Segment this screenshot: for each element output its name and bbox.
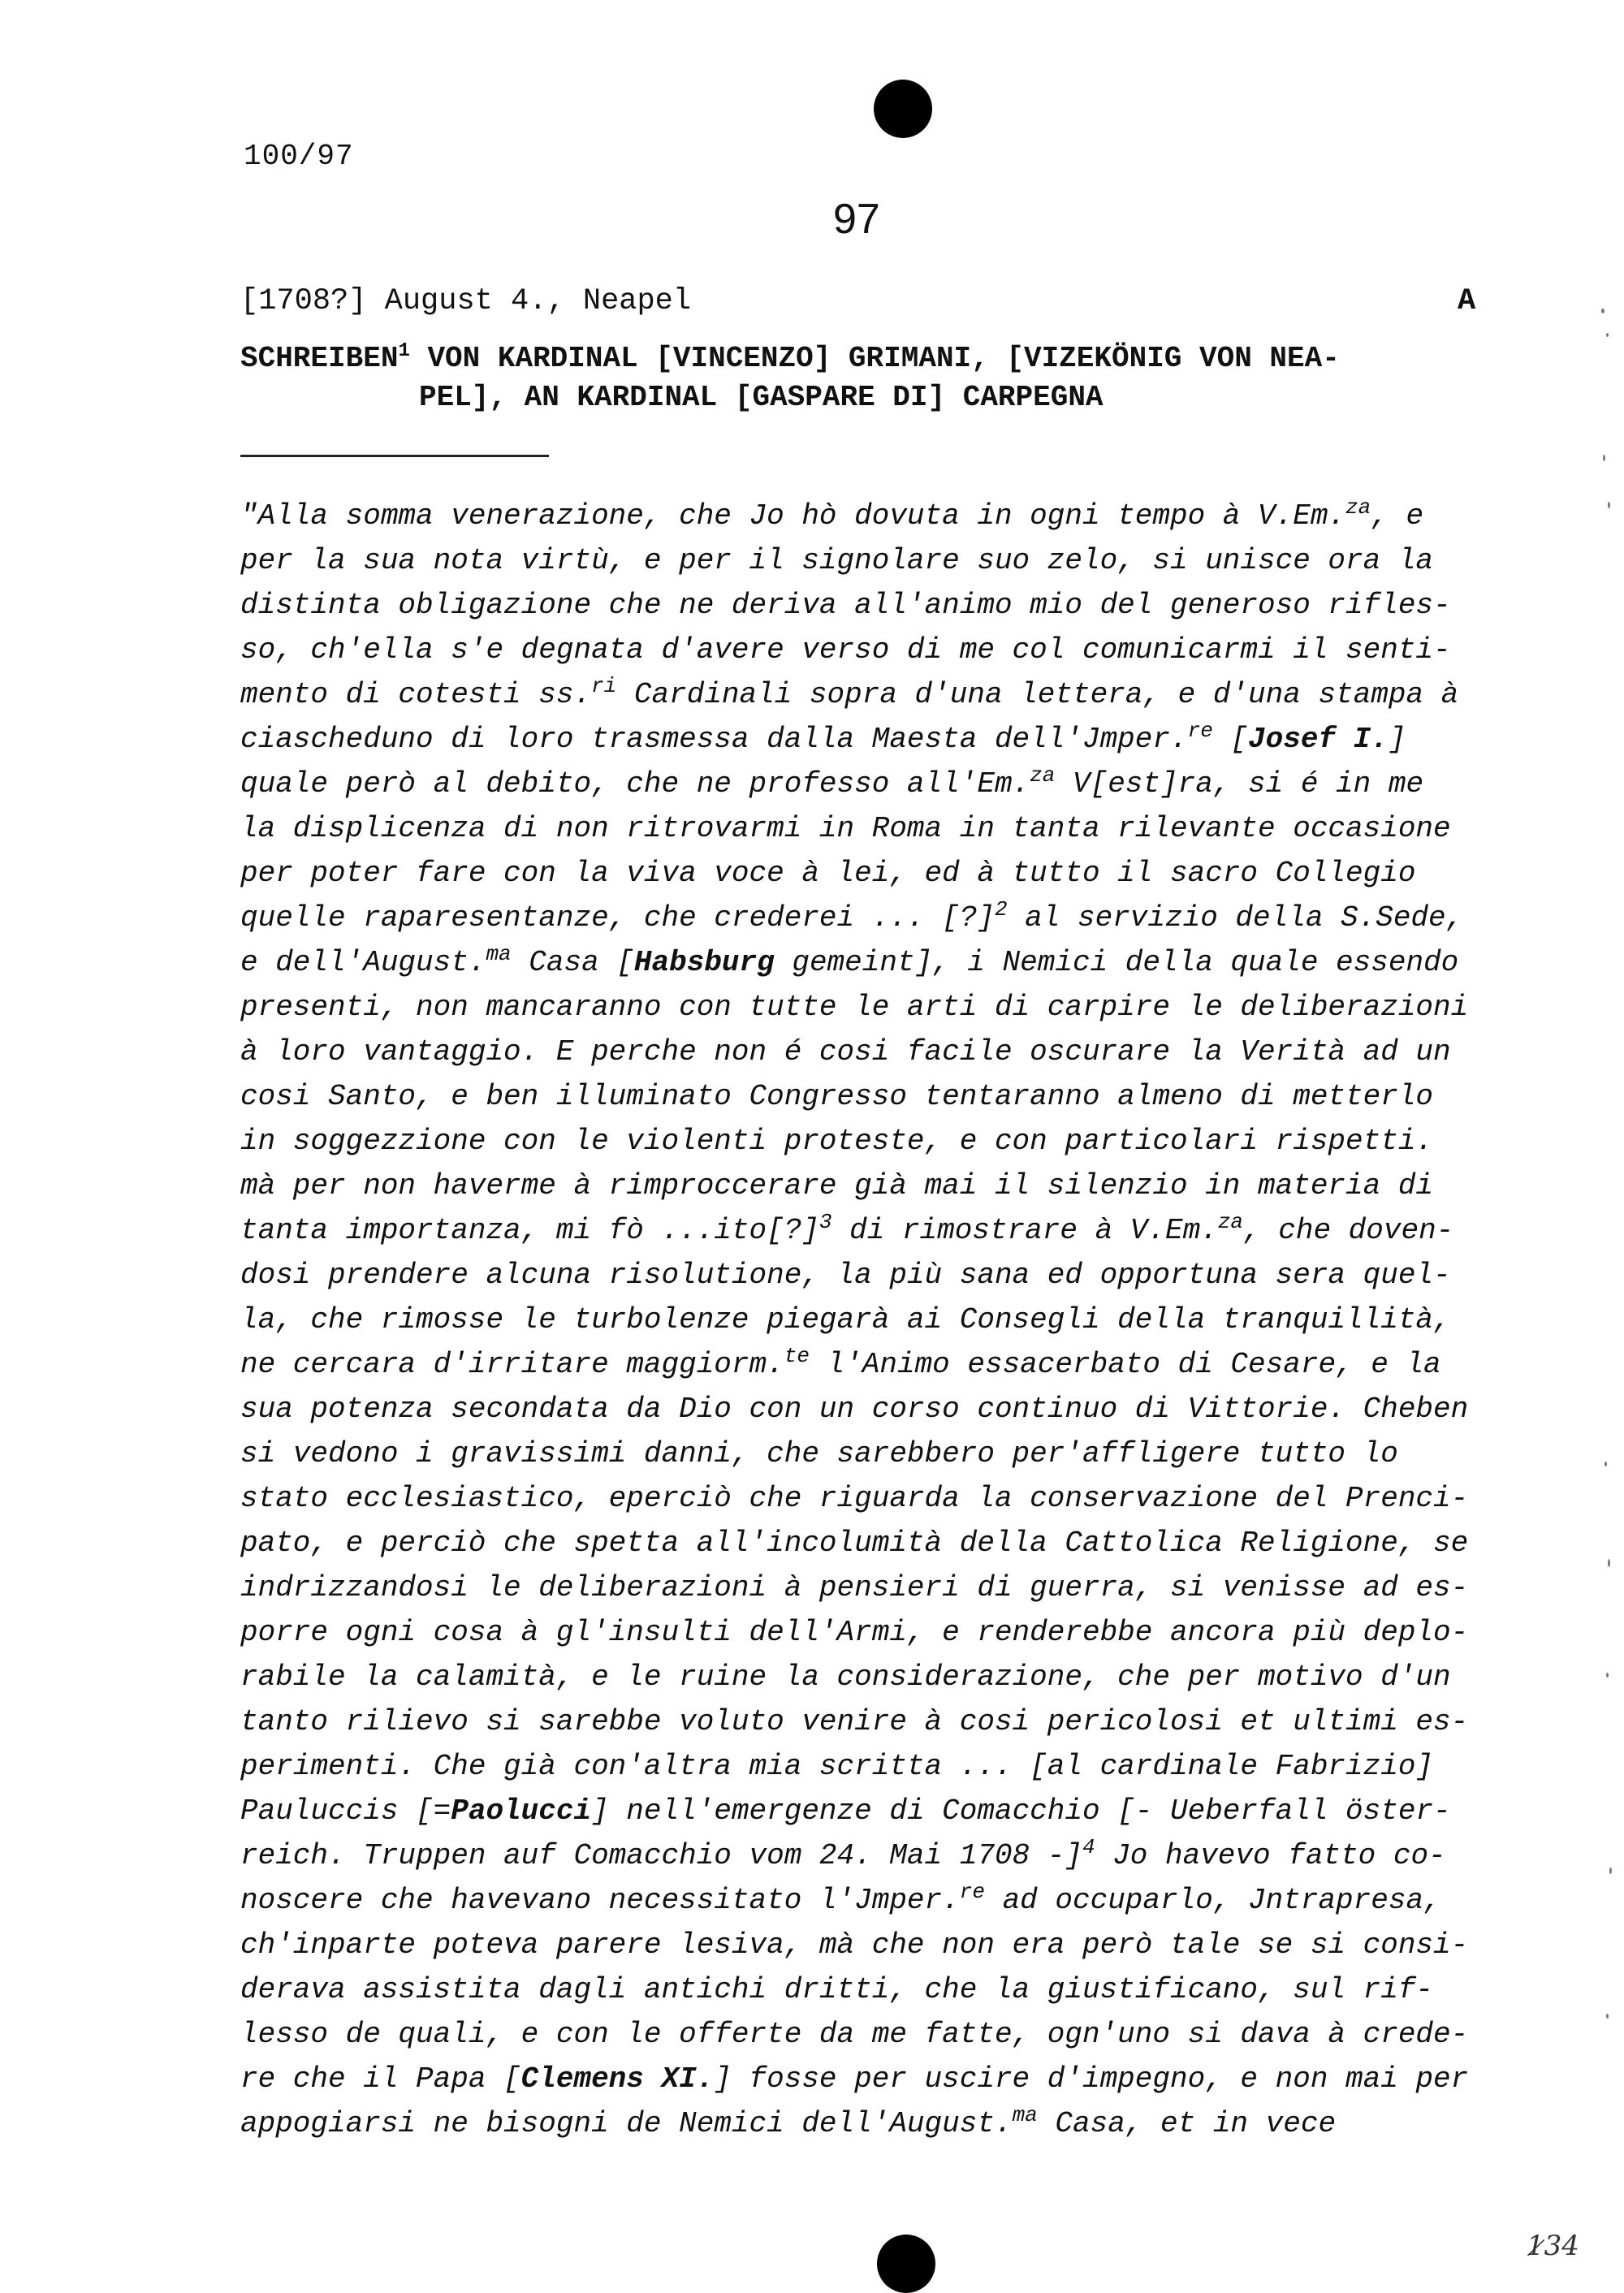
document-title	[240, 339, 1491, 417]
punch-hole-bottom	[877, 2235, 935, 2293]
text-line: la, che rimosse le turbolenze piegarà ai Consegli della tranquillità,	[240, 1303, 1451, 1337]
text-line: la displicenza di non ritrovarmi in Roma in tanta rilevante occasione	[240, 812, 1451, 845]
text-line: mà per non haverme à rimproccerare già mai il silenzio in materia di	[240, 1169, 1434, 1203]
text-line: noscere che havevano necessitato l'Jmper.$^{re}$ ad occuparlo, Jntrapresa,	[240, 1880, 1441, 1917]
text-line: Pauluccis [=Paolucci] nell'emergenze di Comacchio [- Ueberfall öster-	[240, 1794, 1451, 1828]
text-line: distinta obligazione che ne deriva all'animo mio del generoso rifles-	[240, 589, 1451, 622]
text-line: pato, e perciò che spetta all'incolumità della Cattolica Religione, se	[240, 1527, 1469, 1560]
text-line: stato ecclesiastico, eperciò che riguarda la conservazione del Prenci-	[240, 1482, 1469, 1515]
text-line: ne cercara d'irritare maggiorm.$^{te}$ l'Animo essacerbato di Cesare, e la	[240, 1344, 1441, 1381]
text-line: porre ogni cosa à gl'insulti dell'Armi, e renderebbe ancora più deplo-	[240, 1616, 1469, 1649]
punch-hole-top	[874, 80, 932, 138]
text-line: re che il Papa [Clemens XI.] fosse per uscire d'impegno, e non mai per	[240, 2062, 1469, 2096]
text-line: presenti, non mancaranno con tutte le arti di carpire le deliberazioni	[240, 991, 1469, 1024]
title-line-2: PEL], AN KARDINAL [GASPARE DI] CARPEGNA	[419, 381, 1104, 414]
text-line: appogiarsi ne bisogni de Nemici dell'August.$^{ma}$ Casa, et in vece	[240, 2103, 1337, 2140]
text-line: in soggezzione con le violenti proteste, e con particolari rispetti.	[240, 1125, 1434, 1158]
separator-rule	[240, 455, 549, 457]
text-line: rabile la calamità, e le ruine la considerazione, che per motivo d'un	[240, 1660, 1451, 1694]
page-number: 97	[833, 196, 880, 243]
scan-speck	[1601, 309, 1605, 313]
text-line: "Alla somma venerazione, che Jo hò dovuta in ogni tempo à V.Em.$^{za}$, e	[240, 495, 1424, 533]
text-line: quelle raparesentanze, che crederei ... [?]$^2$ al servizio della S.Sede,	[240, 897, 1464, 935]
text-line: à loro vantaggio. E perche non é cosi facile oscurare la Verità ad un	[240, 1035, 1451, 1069]
text-line: per la sua nota virtù, e per il signolare suo zelo, si unisce ora la	[240, 544, 1434, 577]
title-line-1: SCHREIBEN$^1$ VON KARDINAL [VINCENZO] GRIMANI, [VIZEKÖNIG VON NEA-	[240, 340, 1340, 375]
scan-speck	[1605, 1462, 1607, 1466]
version-tag: A	[1458, 284, 1476, 318]
text-line: e dell'August.$^{ma}$ Casa [Habsburg gemeint], i Nemici della quale essendo	[240, 942, 1459, 979]
text-line: ch'inparte poteva parere lesiva, mà che non era però tale se si consi-	[240, 1928, 1469, 1962]
text-line: derava assistita dagli antichi dritti, che la giustificano, sul rif-	[240, 1973, 1434, 2006]
text-line: so, ch'ella s'e degnata d'avere verso di me col comunicarmi il senti-	[240, 633, 1451, 667]
text-line: tanta importanza, mi fò ...ito[?]$^3$ di rimostrare à V.Em.$^{za}$, che doven-	[240, 1210, 1454, 1247]
text-line: sua potenza secondata da Dio con un corso continuo di Vittorie. Cheben	[240, 1393, 1469, 1426]
scan-speck	[1603, 455, 1605, 461]
text-line: lesso de quali, e con le offerte da me fatte, ogn'uno si dava à crede-	[240, 2018, 1469, 2051]
text-line: indrizzandosi le deliberazioni à pensieri di guerra, si venisse ad es-	[240, 1571, 1469, 1604]
date-place: [1708?] August 4., Neapel	[240, 284, 692, 318]
scan-speck	[1606, 1673, 1609, 1678]
text-line: tanto rilievo si sarebbe voluto venire à cosi pericolosi et ultimi es-	[240, 1705, 1469, 1738]
handwritten-folio-number: 1̷34	[1527, 2230, 1579, 2262]
text-line: dosi prendere alcuna risolutione, la più sana ed opportuna sera quel-	[240, 1259, 1451, 1292]
text-line: per poter fare con la viva voce à lei, ed à tutto il sacro Collegio	[240, 857, 1416, 890]
text-line: quale però al debito, che ne professo all'Em.$^{za}$ V[est]ra, si é in me	[240, 763, 1424, 801]
text-line: reich. Truppen auf Comacchio vom 24. Mai 1708 -]$^4$ Jo havevo fatto co-	[240, 1835, 1446, 1872]
scan-speck	[1608, 502, 1610, 508]
scan-speck	[1606, 2014, 1609, 2019]
scan-speck	[1609, 1868, 1612, 1874]
scan-speck	[1606, 333, 1609, 337]
text-line: si vedono i gravissimi danni, che sarebbero per'affligere tutto lo	[240, 1437, 1398, 1470]
text-line: mento di cotesti ss.$^{ri}$ Cardinali sopra d'una lettera, e d'una stampa à	[240, 674, 1459, 711]
reference-number: 100/97	[244, 140, 354, 173]
scan-speck	[1608, 1559, 1610, 1567]
text-line: perimenti. Che già con'altra mia scritta ... [al cardinale Fabrizio]	[240, 1750, 1434, 1783]
text-line: ciascheduno di loro trasmessa dalla Maesta dell'Jmper.$^{re}$ [Josef I.]	[240, 719, 1406, 756]
text-line: cosi Santo, e ben illuminato Congresso tentaranno almeno di metterlo	[240, 1080, 1434, 1113]
footnote-marker-1: 1	[398, 340, 410, 362]
letter-body	[240, 494, 1491, 2146]
